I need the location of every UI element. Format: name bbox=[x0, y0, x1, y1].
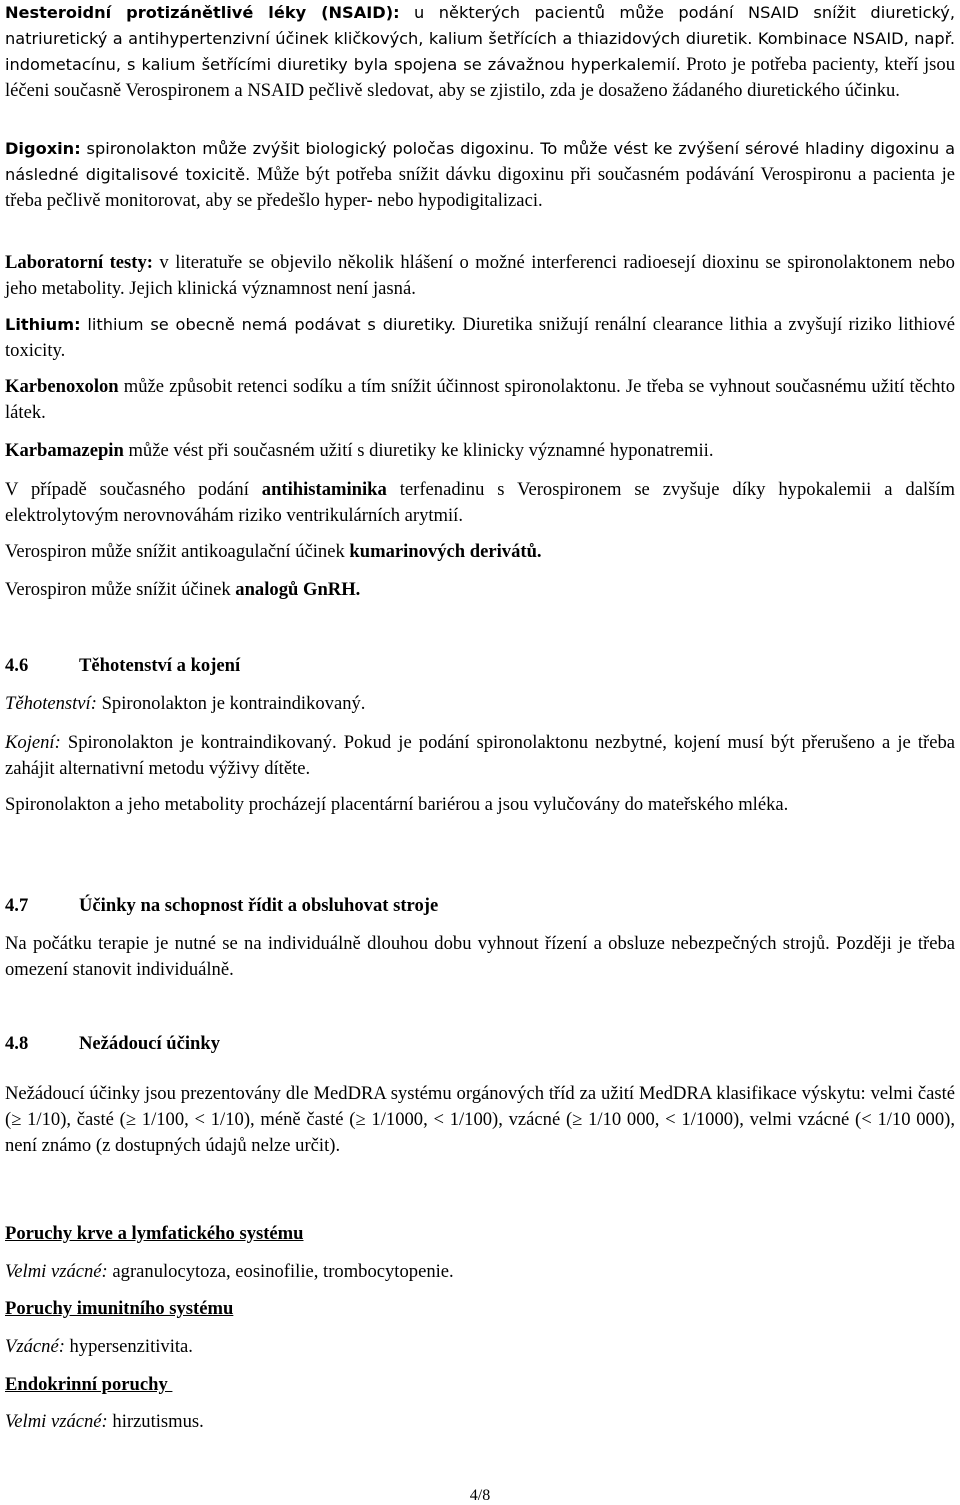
soc-blood-text: agranulocytoza, eosinofilie, trombocytopenie. bbox=[107, 1261, 454, 1282]
pregnancy-paragraph bbox=[5, 691, 955, 717]
soc-endocrine-frequency: Velmi vzácné: bbox=[5, 1411, 108, 1432]
lab-paragraph bbox=[5, 250, 955, 302]
nsaid-text-b: Proto je potřeba pacienty, kteří jsou léčeni současně Verospironem a NSAID pečlivě sledovat, aby se zjistilo, zda je dosaženo žádaného diuretického účinku. bbox=[5, 54, 955, 101]
soc-immune-frequency: Vzácné: bbox=[5, 1336, 65, 1357]
placenta-paragraph: Spironolakton a jeho metabolity procházejí placentární bariérou a jsou vylučovány do mateřského mléka. bbox=[5, 794, 789, 815]
lactation-text: Spironolakton je kontraindikovaný. Pokud je podání spironolaktonu nezbytné, kojení musí být přerušeno a je třeba zahájit alternativní metodu výživy dítěte. bbox=[5, 732, 955, 779]
lithium-text-b: Diuretika snižují renální clearance lithia a zvyšují riziko lithiové toxicity. bbox=[5, 314, 955, 361]
lithium-paragraph bbox=[5, 312, 955, 364]
nsaid-paragraph bbox=[5, 0, 955, 104]
soc-endocrine-text: hirzutismus. bbox=[107, 1411, 204, 1432]
kumarin-pre: Verospiron může snížit antikoagulační účinek bbox=[5, 541, 350, 562]
section-4-8-title: Nežádoucí účinky bbox=[79, 1033, 221, 1054]
lab-text: v literatuře se objevilo několik hlášení o možné interferenci radioesejí dioxinu se spironolaktonem nebo jeho metabolity. Jejich klinická významnost není jasná. bbox=[5, 252, 955, 299]
soc-immune-title: Poruchy imunitního systému bbox=[5, 1298, 234, 1319]
gnrh-bold: analogů GnRH. bbox=[235, 579, 361, 600]
lithium-label: Lithium: bbox=[5, 315, 81, 334]
antihistamine-paragraph bbox=[5, 477, 955, 529]
section-4-8-heading bbox=[5, 1031, 955, 1057]
soc-endocrine-entry bbox=[5, 1409, 955, 1435]
pregnancy-text: Spironolakton je kontraindikovaný. bbox=[96, 693, 366, 714]
digoxin-paragraph bbox=[5, 136, 955, 214]
digoxin-text-b: Může být potřeba snížit dávku digoxinu při současném podávání Verospironu a pacienta je třeba pečlivě monitorovat, aby se předešlo hyper- nebo hypodigitalizaci. bbox=[5, 164, 956, 211]
digoxin-text-a: spironolakton může zvýšit biologický poločas digoxinu. To může vést ke zvýšení sérové hladiny digoxinu a následné digitalisové toxicitě. bbox=[5, 139, 955, 184]
soc-immune-text: hypersenzitivita. bbox=[64, 1336, 193, 1357]
karbenoxolon-paragraph bbox=[5, 374, 955, 426]
karbamazepin-paragraph bbox=[5, 438, 955, 464]
lithium-text-a: lithium se obecně nemá podávat s diuretiky. bbox=[80, 315, 457, 334]
karbamazepin-label: Karbamazepin bbox=[5, 440, 124, 461]
lab-label: Laboratorní testy: bbox=[5, 252, 153, 273]
antihistamine-post: terfenadinu s Verospironem se zvyšuje díky hypokalemii a dalším elektrolytovým nerovnováhám riziko ventrikulárních arytmií. bbox=[5, 479, 955, 526]
adverse-effects-paragraph: Nežádoucí účinky jsou prezentovány dle MedDRA systému orgánových tříd za užití MedDRA klasifikace výskytu: velmi časté (≥ 1/10), časté (≥ 1/100, < 1/10), méně časté (≥ 1/1000, < 1/100), vzácné (≥ 1/10 000, < 1/1000), velmi vzácné (< 1/10 000), není známo (z dostupných údajů nelze určit). bbox=[5, 1083, 955, 1156]
soc-blood-entry bbox=[5, 1259, 955, 1285]
gnrh-paragraph bbox=[5, 577, 955, 603]
soc-blood-title: Poruchy krve a lymfatického systému bbox=[5, 1223, 304, 1244]
soc-immune-entry bbox=[5, 1334, 955, 1360]
kumarin-paragraph bbox=[5, 539, 955, 565]
section-4-6-number: 4.6 bbox=[5, 655, 29, 676]
driving-paragraph: Na počátku terapie je nutné se na individuálně dlouhou dobu vyhnout řízení a obsluze nebezpečných strojů. Později je třeba omezení stanovit individuálně. bbox=[5, 933, 955, 980]
kumarin-bold: kumarinových derivátů. bbox=[349, 541, 542, 562]
section-4-8-number: 4.8 bbox=[5, 1033, 29, 1054]
pregnancy-label: Těhotenství: bbox=[5, 693, 97, 714]
soc-blood-frequency: Velmi vzácné: bbox=[5, 1261, 108, 1282]
page-number: 4/8 bbox=[469, 1487, 491, 1504]
nsaid-text-a: u některých pacientů může podání NSAID snížit diuretický, natriuretický a antihypertenzivní účinek kličkových, kalium šetřících a thiazidových diuretik. Kombinace NSAID, např. indometacínu, s kalium šetřícími diuretiky byla spojena se závažnou hyperkalemií. bbox=[5, 3, 955, 74]
karbenoxolon-text: může způsobit retenci sodíku a tím snížit účinnost spironolaktonu. Je třeba se vyhnout současnému užití těchto látek. bbox=[5, 376, 955, 423]
section-4-6-heading bbox=[5, 653, 955, 679]
lactation-paragraph bbox=[5, 730, 955, 782]
section-4-7-heading bbox=[5, 893, 955, 919]
antihistamine-bold: antihistaminika bbox=[261, 479, 387, 500]
section-4-6-title: Těhotenství a kojení bbox=[79, 655, 241, 676]
section-4-7-title: Účinky na schopnost řídit a obsluhovat stroje bbox=[79, 895, 439, 916]
karbamazepin-text: může vést při současném užití s diuretiky ke klinicky významné hyponatremii. bbox=[123, 440, 714, 461]
lactation-label: Kojení: bbox=[5, 732, 61, 753]
digoxin-label: Digoxin: bbox=[5, 139, 81, 158]
soc-endocrine-title: Endokrinní poruchy bbox=[5, 1374, 173, 1395]
nsaid-label: Nesteroidní protizánětlivé léky (NSAID): bbox=[5, 3, 400, 22]
antihistamine-pre: V případě současného podání bbox=[5, 479, 262, 500]
karbenoxolon-label: Karbenoxolon bbox=[5, 376, 119, 397]
gnrh-pre: Verospiron může snížit účinek bbox=[5, 579, 236, 600]
section-4-7-number: 4.7 bbox=[5, 895, 29, 916]
